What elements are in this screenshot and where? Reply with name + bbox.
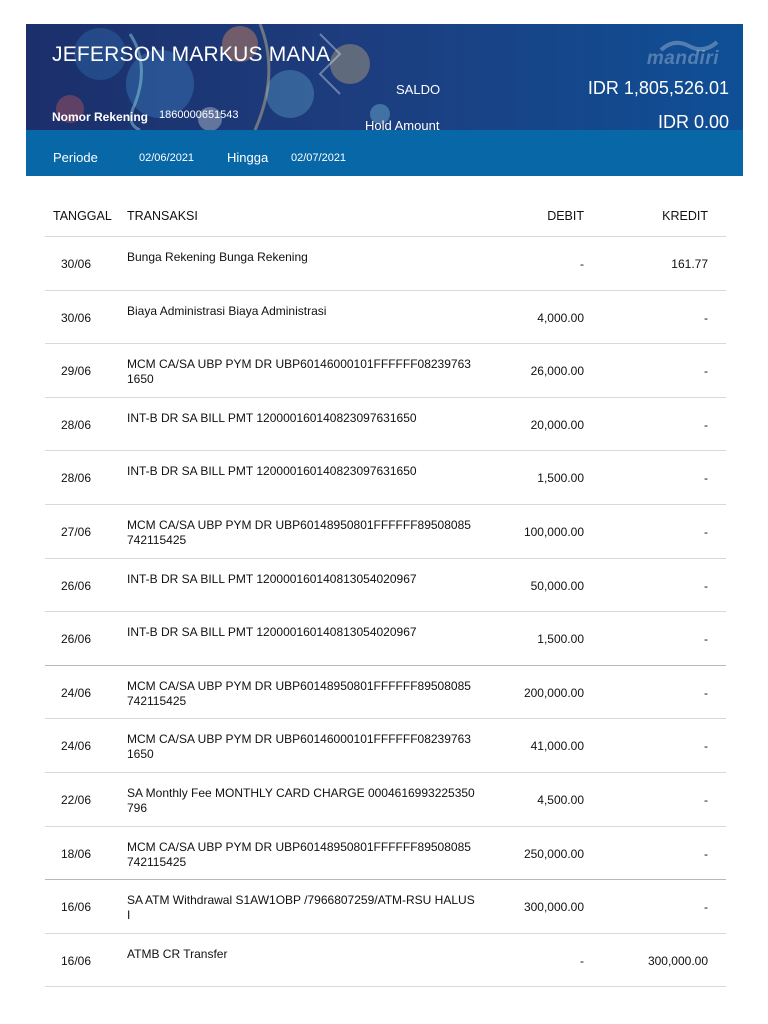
hold-amount-value: IDR 0.00 bbox=[657, 112, 729, 130]
table-row bbox=[45, 237, 726, 291]
row-date: 24/06 bbox=[61, 685, 92, 700]
bank-logo-text: mandiri bbox=[646, 48, 719, 69]
account-number-label: Nomor Rekening bbox=[52, 110, 149, 124]
row-kredit: - bbox=[704, 364, 708, 379]
row-debit: - bbox=[580, 953, 584, 968]
row-description: INT-B DR SA BILL PMT 120000160140813054020967 bbox=[127, 571, 417, 586]
hold-amount-label: Hold Amount bbox=[365, 118, 440, 130]
row-description: Biaya Administrasi Biaya Administrasi bbox=[127, 303, 327, 318]
row-kredit: - bbox=[704, 310, 708, 325]
row-date: 30/06 bbox=[61, 310, 92, 325]
period-until-label: Hingga bbox=[227, 150, 269, 165]
account-number: 1860000651543 bbox=[159, 109, 239, 121]
period-end-date: 02/07/2021 bbox=[291, 152, 347, 164]
row-description: SA ATM Withdrawal S1AW1OBP /7966807259/ATM-RSU HALUSI bbox=[127, 893, 475, 923]
transaction-table bbox=[45, 196, 726, 987]
row-description: MCM CA/SA UBP PYM DR UBP60148950801FFFFFF89508085742115425 bbox=[127, 517, 471, 547]
table-row bbox=[45, 291, 726, 345]
row-description: Bunga Rekening Bunga Rekening bbox=[127, 250, 308, 264]
row-debit: 20,000.00 bbox=[530, 417, 584, 432]
account-holder-name: JEFERSON MARKUS MANA bbox=[52, 43, 331, 66]
period-start-date: 02/06/2021 bbox=[139, 152, 195, 164]
row-kredit: - bbox=[704, 417, 708, 432]
row-debit: 41,000.00 bbox=[530, 739, 584, 754]
header-kredit: KREDIT bbox=[662, 209, 708, 223]
table-row bbox=[45, 773, 726, 827]
row-description: INT-B DR SA BILL PMT 120000160140823097631650 bbox=[127, 410, 417, 425]
row-kredit: - bbox=[704, 632, 708, 647]
row-date: 26/06 bbox=[61, 632, 92, 647]
row-kredit: - bbox=[704, 900, 708, 915]
row-kredit: 161.77 bbox=[671, 257, 708, 271]
row-kredit: - bbox=[704, 685, 708, 700]
row-kredit: - bbox=[704, 846, 708, 861]
table-header bbox=[45, 196, 726, 237]
row-debit: 1,500.00 bbox=[537, 471, 584, 486]
row-description: SA Monthly Fee MONTHLY CARD CHARGE 0004616993225350796 bbox=[127, 785, 475, 815]
row-date: 16/06 bbox=[61, 900, 92, 915]
row-debit: 26,000.00 bbox=[530, 364, 584, 379]
period-label: Periode bbox=[53, 150, 98, 165]
row-description: INT-B DR SA BILL PMT 120000160140823097631650 bbox=[127, 464, 417, 479]
saldo-label: SALDO bbox=[396, 82, 441, 97]
row-kredit: - bbox=[704, 524, 708, 539]
row-date: 18/06 bbox=[61, 846, 92, 861]
row-debit: 200,000.00 bbox=[523, 685, 584, 700]
saldo-value: IDR 1,805,526.01 bbox=[587, 78, 729, 98]
row-debit: - bbox=[580, 257, 584, 271]
row-description: INT-B DR SA BILL PMT 120000160140813054020967 bbox=[127, 625, 417, 640]
row-date: 16/06 bbox=[61, 953, 92, 968]
period-bar bbox=[26, 130, 743, 176]
header-transaction: TRANSAKSI bbox=[127, 209, 198, 223]
row-description: MCM CA/SA UBP PYM DR UBP60148950801FFFFFF89508085742115425 bbox=[127, 839, 471, 869]
table-row bbox=[45, 451, 726, 505]
row-date: 28/06 bbox=[61, 417, 92, 432]
row-date: 27/06 bbox=[61, 524, 92, 539]
row-kredit: - bbox=[704, 792, 708, 807]
table-row bbox=[45, 827, 726, 881]
row-description: MCM CA/SA UBP PYM DR UBP60146000101FFFFFF082397631650 bbox=[127, 732, 471, 762]
table-row bbox=[45, 880, 726, 934]
header-debit: DEBIT bbox=[547, 209, 584, 223]
row-debit: 4,000.00 bbox=[537, 310, 584, 325]
row-debit: 50,000.00 bbox=[530, 578, 584, 593]
row-date: 28/06 bbox=[61, 471, 92, 486]
row-kredit: 300,000.00 bbox=[647, 953, 708, 968]
row-description: MCM CA/SA UBP PYM DR UBP60146000101FFFFFF082397631650 bbox=[127, 357, 471, 387]
row-kredit: - bbox=[704, 471, 708, 486]
table-row bbox=[45, 719, 726, 773]
row-debit: 1,500.00 bbox=[537, 632, 584, 647]
table-row bbox=[45, 398, 726, 452]
row-debit: 250,000.00 bbox=[523, 846, 584, 861]
row-date: 22/06 bbox=[61, 792, 92, 807]
table-row bbox=[45, 666, 726, 720]
table-row bbox=[45, 559, 726, 613]
account-header-banner bbox=[26, 24, 743, 130]
table-row bbox=[45, 505, 726, 559]
table-row bbox=[45, 612, 726, 666]
row-description: MCM CA/SA UBP PYM DR UBP60148950801FFFFFF89508085742115425 bbox=[127, 678, 471, 708]
row-date: 29/06 bbox=[61, 364, 92, 379]
table-row bbox=[45, 934, 726, 988]
row-kredit: - bbox=[704, 578, 708, 593]
row-debit: 100,000.00 bbox=[523, 524, 584, 539]
row-date: 24/06 bbox=[61, 739, 92, 754]
row-date: 26/06 bbox=[61, 578, 92, 593]
row-kredit: - bbox=[704, 739, 708, 754]
row-debit: 300,000.00 bbox=[523, 900, 584, 915]
row-debit: 4,500.00 bbox=[537, 792, 584, 807]
row-description: ATMB CR Transfer bbox=[127, 946, 228, 961]
header-date: TANGGAL bbox=[53, 209, 112, 223]
row-date: 30/06 bbox=[61, 257, 92, 271]
table-row bbox=[45, 344, 726, 398]
